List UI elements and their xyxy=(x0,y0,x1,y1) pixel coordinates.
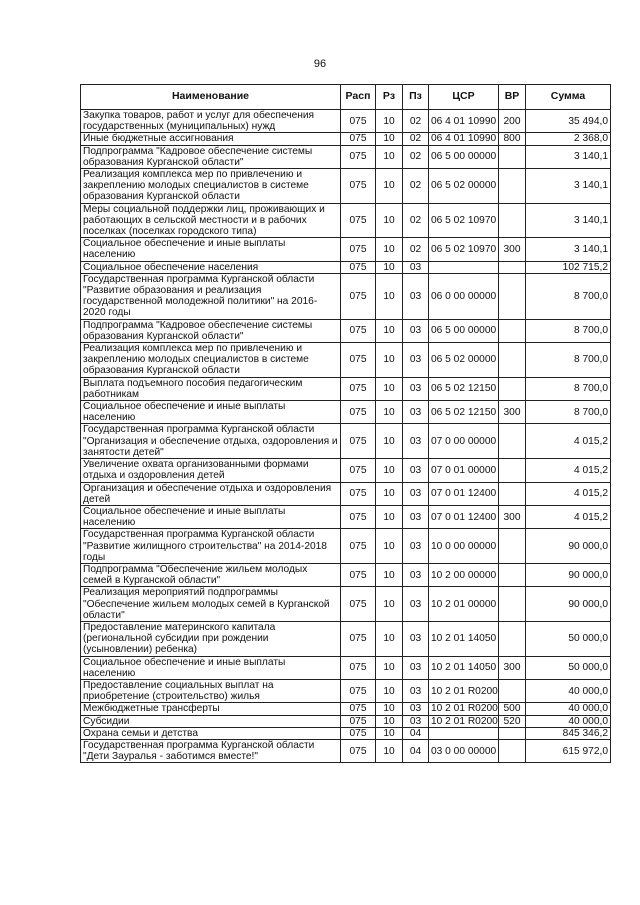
cell-vr: 300 xyxy=(499,656,526,679)
page-number: 96 xyxy=(313,58,327,70)
cell-vr xyxy=(499,319,526,342)
cell-rz: 10 xyxy=(376,110,403,133)
cell-rz: 10 xyxy=(376,656,403,679)
cell-vr xyxy=(499,679,526,702)
header-sum: Сумма xyxy=(526,85,611,110)
cell-name: Предоставление социальных выплат на приобретение (строительство) жилья xyxy=(81,679,341,702)
table-body xyxy=(81,110,611,763)
cell-csr: 10 2 00 00000 xyxy=(429,563,499,586)
cell-rz: 10 xyxy=(376,739,403,762)
cell-pz: 03 xyxy=(403,343,429,378)
cell-name: Меры социальной поддержки лиц, проживающих и работающих в сельской местности и в рабочих поселках (поселках городского типа) xyxy=(81,203,341,238)
cell-vr xyxy=(499,739,526,762)
cell-rz: 10 xyxy=(376,203,403,238)
cell-rasp: 075 xyxy=(341,110,376,133)
cell-csr xyxy=(429,727,499,739)
cell-rasp: 075 xyxy=(341,482,376,505)
cell-sum: 615 972,0 xyxy=(526,739,611,762)
cell-rasp: 075 xyxy=(341,621,376,656)
cell-sum: 845 346,2 xyxy=(526,727,611,739)
cell-rz: 10 xyxy=(376,621,403,656)
cell-name: Государственная программа Курганской области "Развитие образования и реализация государственной молодежной политики" на 2016-2020 годы xyxy=(81,273,341,319)
table-row xyxy=(81,261,611,273)
cell-rz: 10 xyxy=(376,145,403,168)
header-csr: ЦСР xyxy=(429,85,499,110)
cell-rasp: 075 xyxy=(341,203,376,238)
cell-name: Социальное обеспечение населения xyxy=(81,261,341,273)
cell-sum: 90 000,0 xyxy=(526,563,611,586)
cell-sum: 8 700,0 xyxy=(526,319,611,342)
cell-sum: 4 015,2 xyxy=(526,459,611,482)
table-row xyxy=(81,715,611,727)
cell-sum: 8 700,0 xyxy=(526,401,611,424)
cell-vr xyxy=(499,563,526,586)
cell-rasp: 075 xyxy=(341,459,376,482)
table-row xyxy=(81,169,611,204)
cell-rasp: 075 xyxy=(341,273,376,319)
header-name: Наименование xyxy=(81,85,341,110)
cell-csr: 06 5 00 00000 xyxy=(429,319,499,342)
cell-rz: 10 xyxy=(376,587,403,622)
table-row xyxy=(81,563,611,586)
cell-rz: 10 xyxy=(376,238,403,261)
cell-csr: 10 2 01 R0200 xyxy=(429,679,499,702)
cell-vr: 520 xyxy=(499,715,526,727)
cell-sum: 40 000,0 xyxy=(526,679,611,702)
cell-sum: 3 140,1 xyxy=(526,169,611,204)
cell-rasp: 075 xyxy=(341,319,376,342)
cell-rz: 10 xyxy=(376,563,403,586)
cell-rasp: 075 xyxy=(341,401,376,424)
table-row xyxy=(81,110,611,133)
cell-name: Государственная программа Курганской области "Развитие жилищного строительства" на 2014-2018 годы xyxy=(81,529,341,564)
cell-rasp: 075 xyxy=(341,679,376,702)
cell-sum: 50 000,0 xyxy=(526,656,611,679)
cell-csr: 10 2 01 00000 xyxy=(429,587,499,622)
cell-pz: 03 xyxy=(403,401,429,424)
cell-vr: 500 xyxy=(499,703,526,715)
cell-name: Реализация мероприятий подпрограммы "Обеспечение жильем молодых семей в Курганской области" xyxy=(81,587,341,622)
cell-pz: 04 xyxy=(403,739,429,762)
cell-rz: 10 xyxy=(376,715,403,727)
cell-vr xyxy=(499,482,526,505)
cell-name: Предоставление материнского капитала (региональной субсидии при рождении (усыновлении) ребенка) xyxy=(81,621,341,656)
cell-pz: 03 xyxy=(403,587,429,622)
cell-csr: 06 4 01 10990 xyxy=(429,110,499,133)
cell-rz: 10 xyxy=(376,169,403,204)
cell-name: Государственная программа Курганской области "Дети Зауралья - заботимся вместе!" xyxy=(81,739,341,762)
table-row xyxy=(81,679,611,702)
cell-sum: 4 015,2 xyxy=(526,505,611,528)
table-row xyxy=(81,739,611,762)
cell-rasp: 075 xyxy=(341,261,376,273)
cell-rz: 10 xyxy=(376,343,403,378)
cell-vr xyxy=(499,203,526,238)
cell-csr: 06 5 02 12150 xyxy=(429,377,499,400)
table-row xyxy=(81,145,611,168)
cell-rz: 10 xyxy=(376,377,403,400)
cell-csr: 10 2 01 R0200 xyxy=(429,703,499,715)
cell-vr: 200 xyxy=(499,110,526,133)
table-row xyxy=(81,459,611,482)
cell-pz: 03 xyxy=(403,261,429,273)
header-vr: ВР xyxy=(499,85,526,110)
cell-pz: 03 xyxy=(403,273,429,319)
cell-sum: 2 368,0 xyxy=(526,133,611,145)
table-row xyxy=(81,401,611,424)
cell-name: Социальное обеспечение и иные выплаты населению xyxy=(81,656,341,679)
cell-name: Закупка товаров, работ и услуг для обеспечения государственных (муниципальных) нужд xyxy=(81,110,341,133)
cell-csr: 03 0 00 00000 xyxy=(429,739,499,762)
cell-vr: 800 xyxy=(499,133,526,145)
cell-name: Реализация комплекса мер по привлечению и закреплению молодых специалистов в системе образования Курганской области xyxy=(81,343,341,378)
cell-csr: 06 5 02 00000 xyxy=(429,169,499,204)
cell-vr: 300 xyxy=(499,238,526,261)
cell-rz: 10 xyxy=(376,133,403,145)
cell-name: Субсидии xyxy=(81,715,341,727)
cell-rasp: 075 xyxy=(341,727,376,739)
cell-rz: 10 xyxy=(376,459,403,482)
cell-csr: 07 0 00 00000 xyxy=(429,424,499,459)
cell-rz: 10 xyxy=(376,261,403,273)
cell-sum: 90 000,0 xyxy=(526,587,611,622)
cell-pz: 03 xyxy=(403,529,429,564)
cell-pz: 03 xyxy=(403,703,429,715)
table-row xyxy=(81,424,611,459)
cell-vr xyxy=(499,377,526,400)
cell-sum: 90 000,0 xyxy=(526,529,611,564)
cell-name: Реализация комплекса мер по привлечению и закреплению молодых специалистов в системе образования Курганской области xyxy=(81,169,341,204)
table-row xyxy=(81,727,611,739)
cell-rz: 10 xyxy=(376,505,403,528)
cell-pz: 03 xyxy=(403,505,429,528)
table-row xyxy=(81,203,611,238)
cell-rasp: 075 xyxy=(341,656,376,679)
table-row xyxy=(81,377,611,400)
table-row xyxy=(81,587,611,622)
table-row xyxy=(81,273,611,319)
cell-sum: 40 000,0 xyxy=(526,703,611,715)
header-rz: Рз xyxy=(376,85,403,110)
cell-vr xyxy=(499,145,526,168)
cell-rz: 10 xyxy=(376,727,403,739)
cell-sum: 50 000,0 xyxy=(526,621,611,656)
cell-vr: 300 xyxy=(499,401,526,424)
cell-csr: 10 0 00 00000 xyxy=(429,529,499,564)
cell-vr xyxy=(499,169,526,204)
cell-name: Иные бюджетные ассигнования xyxy=(81,133,341,145)
cell-rasp: 075 xyxy=(341,587,376,622)
cell-csr xyxy=(429,261,499,273)
cell-pz: 02 xyxy=(403,169,429,204)
cell-pz: 03 xyxy=(403,424,429,459)
cell-rz: 10 xyxy=(376,401,403,424)
cell-pz: 02 xyxy=(403,110,429,133)
table-header-row xyxy=(81,85,611,110)
cell-csr: 07 0 01 00000 xyxy=(429,459,499,482)
table-row xyxy=(81,703,611,715)
cell-pz: 03 xyxy=(403,377,429,400)
cell-pz: 02 xyxy=(403,145,429,168)
cell-sum: 4 015,2 xyxy=(526,482,611,505)
cell-rasp: 075 xyxy=(341,563,376,586)
cell-csr: 10 2 01 14050 xyxy=(429,656,499,679)
cell-pz: 03 xyxy=(403,715,429,727)
cell-csr: 10 2 01 R0200 xyxy=(429,715,499,727)
header-rasp: Расп xyxy=(341,85,376,110)
cell-rz: 10 xyxy=(376,273,403,319)
cell-rasp: 075 xyxy=(341,739,376,762)
cell-sum: 8 700,0 xyxy=(526,377,611,400)
cell-name: Социальное обеспечение и иные выплаты населению xyxy=(81,505,341,528)
cell-rz: 10 xyxy=(376,703,403,715)
cell-rasp: 075 xyxy=(341,169,376,204)
cell-csr: 06 5 02 10970 xyxy=(429,203,499,238)
cell-rz: 10 xyxy=(376,529,403,564)
cell-sum: 4 015,2 xyxy=(526,424,611,459)
cell-rz: 10 xyxy=(376,424,403,459)
cell-pz: 03 xyxy=(403,482,429,505)
table-row xyxy=(81,482,611,505)
table-row xyxy=(81,656,611,679)
cell-vr xyxy=(499,424,526,459)
cell-vr xyxy=(499,459,526,482)
cell-csr: 06 0 00 00000 xyxy=(429,273,499,319)
table-row xyxy=(81,621,611,656)
cell-rasp: 075 xyxy=(341,343,376,378)
cell-name: Увеличение охвата организованными формами отдыха и оздоровления детей xyxy=(81,459,341,482)
cell-pz: 03 xyxy=(403,679,429,702)
cell-vr xyxy=(499,273,526,319)
cell-rasp: 075 xyxy=(341,505,376,528)
cell-name: Подпрограмма "Обеспечение жильем молодых семей в Курганской области" xyxy=(81,563,341,586)
table-row xyxy=(81,505,611,528)
cell-sum: 3 140,1 xyxy=(526,203,611,238)
cell-csr: 06 5 00 00000 xyxy=(429,145,499,168)
table-row xyxy=(81,343,611,378)
cell-name: Охрана семьи и детства xyxy=(81,727,341,739)
cell-csr: 06 4 01 10990 xyxy=(429,133,499,145)
table-row xyxy=(81,238,611,261)
cell-sum: 40 000,0 xyxy=(526,715,611,727)
cell-csr: 07 0 01 12400 xyxy=(429,505,499,528)
cell-vr xyxy=(499,343,526,378)
cell-sum: 35 494,0 xyxy=(526,110,611,133)
cell-name: Организация и обеспечение отдыха и оздоровления детей xyxy=(81,482,341,505)
cell-rz: 10 xyxy=(376,319,403,342)
cell-name: Подпрограмма "Кадровое обеспечение системы образования Курганской области" xyxy=(81,319,341,342)
cell-vr xyxy=(499,727,526,739)
cell-pz: 03 xyxy=(403,319,429,342)
cell-pz: 02 xyxy=(403,133,429,145)
cell-rasp: 075 xyxy=(341,377,376,400)
cell-csr: 07 0 01 12400 xyxy=(429,482,499,505)
cell-rasp: 075 xyxy=(341,133,376,145)
cell-vr xyxy=(499,529,526,564)
cell-pz: 02 xyxy=(403,203,429,238)
cell-rasp: 075 xyxy=(341,424,376,459)
cell-rasp: 075 xyxy=(341,715,376,727)
cell-csr: 06 5 02 00000 xyxy=(429,343,499,378)
cell-rasp: 075 xyxy=(341,703,376,715)
cell-csr: 06 5 02 12150 xyxy=(429,401,499,424)
cell-pz: 03 xyxy=(403,563,429,586)
cell-sum: 8 700,0 xyxy=(526,343,611,378)
cell-rasp: 075 xyxy=(341,238,376,261)
cell-sum: 3 140,1 xyxy=(526,145,611,168)
cell-sum: 102 715,2 xyxy=(526,261,611,273)
cell-vr: 300 xyxy=(499,505,526,528)
cell-pz: 02 xyxy=(403,238,429,261)
cell-csr: 06 5 02 10970 xyxy=(429,238,499,261)
cell-name: Выплата подъемного пособия педагогическим работникам xyxy=(81,377,341,400)
cell-vr xyxy=(499,587,526,622)
cell-name: Подпрограмма "Кадровое обеспечение системы образования Курганской области" xyxy=(81,145,341,168)
table-row xyxy=(81,133,611,145)
cell-rasp: 075 xyxy=(341,529,376,564)
cell-sum: 3 140,1 xyxy=(526,238,611,261)
cell-rz: 10 xyxy=(376,679,403,702)
cell-pz: 03 xyxy=(403,621,429,656)
cell-pz: 03 xyxy=(403,656,429,679)
header-pz: Пз xyxy=(403,85,429,110)
table-row xyxy=(81,529,611,564)
cell-pz: 03 xyxy=(403,459,429,482)
cell-pz: 04 xyxy=(403,727,429,739)
cell-sum: 8 700,0 xyxy=(526,273,611,319)
cell-csr: 10 2 01 14050 xyxy=(429,621,499,656)
budget-table xyxy=(80,84,611,763)
cell-name: Социальное обеспечение и иные выплаты населению xyxy=(81,238,341,261)
cell-name: Межбюджетные трансферты xyxy=(81,703,341,715)
table-row xyxy=(81,319,611,342)
cell-vr xyxy=(499,261,526,273)
cell-name: Государственная программа Курганской области "Организация и обеспечение отдыха, оздоровления и занятости детей" xyxy=(81,424,341,459)
cell-rasp: 075 xyxy=(341,145,376,168)
cell-name: Социальное обеспечение и иные выплаты населению xyxy=(81,401,341,424)
cell-vr xyxy=(499,621,526,656)
cell-rz: 10 xyxy=(376,482,403,505)
